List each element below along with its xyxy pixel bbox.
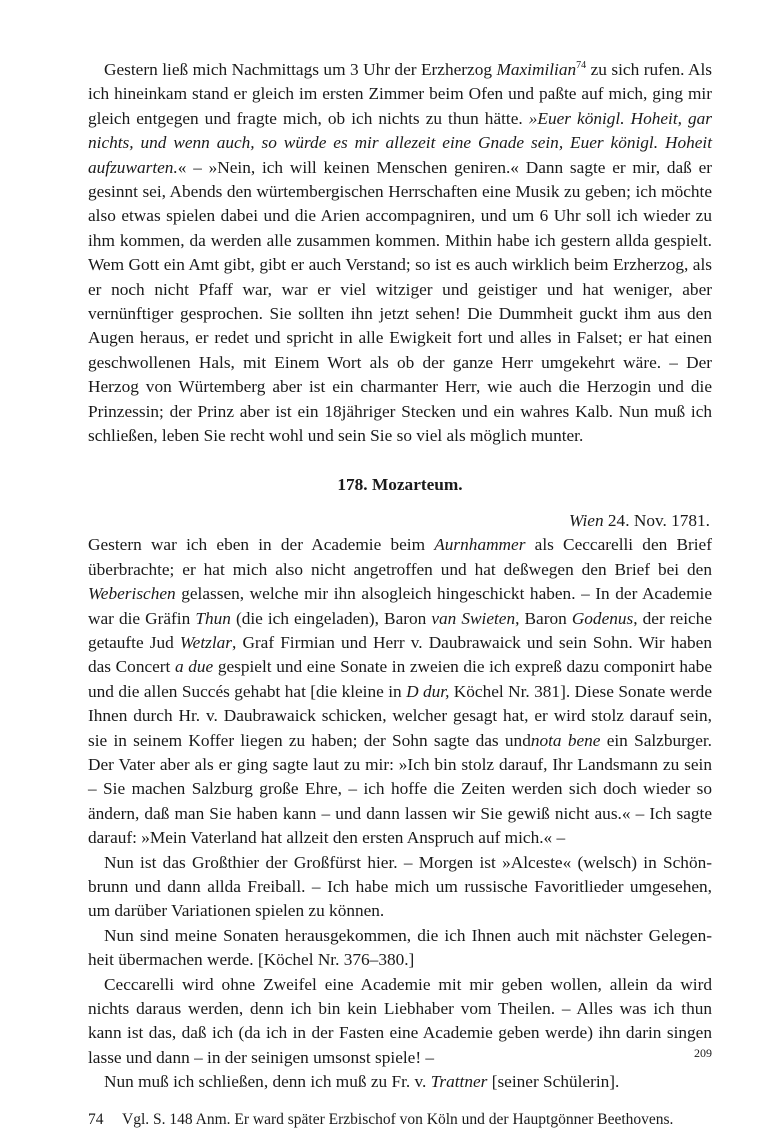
page-number: 209 xyxy=(694,1046,712,1060)
footnote xyxy=(88,1109,712,1131)
text-run: ein Salzburger. Der Vater aber als er ging sagte laut zu mir: »Ich bin stolz darauf, Ihr Landsmann zu sein – Sie machen Salzburg große Ehre, – ich hoffe die Zeiten werden sich doch wieder so ändern, daß man Sie haben kann – und dann lassen wir Sie gewiß nicht aus.« – Ich sagte darauf: »Mein Vaterland hat allzeit den ersten Anspruch auf mich.« – xyxy=(88,730,712,848)
italic-term: nota bene xyxy=(530,730,601,750)
letter-178-paragraph-2: Nun ist das Großthier der Großfürst hier. – Morgen ist »Alceste« (welsch) in Schönbrunn und dann allda Freiball. – Ich habe mich um russische Favoritlieder umgesehen, um darüber Variationen spielen zu können. xyxy=(88,852,712,921)
text-run: , der reiche getaufte Jud xyxy=(88,608,712,652)
footnote-text: Vgl. S. 148 Anm. Er ward später Erzbischof von Köln und der Hauptgönner Beethovens. xyxy=(122,1110,674,1128)
text-run: zu sich rufen. Als ich hineinkam stand er gleich im ersten Zimmer beim Ofen und paßte auf mich, ging mir gleich entgegen und fragte mich, ob ich nichts zu thun hätte. xyxy=(88,60,713,128)
person-name: Trattner xyxy=(430,1072,488,1092)
person-name: Weberischen xyxy=(88,584,176,604)
person-name: van Swieten xyxy=(431,608,516,628)
text-run: [seiner Schülerin]. xyxy=(487,1072,620,1092)
letter-dateline xyxy=(88,509,710,533)
person-name: Thun xyxy=(195,608,231,628)
letter-178-paragraph-4: Ceccarelli wird ohne Zweifel eine Academie mit mir geben wollen, allein da wird nichts daraus werden, denn ich bin kein Liebhaber vom Theilen. – Alles was ich thun kann ist das, daß ich (da ich in der Fasten eine Academie geben werde) ihn darin singen lasse und dann – in der seinigen umsonst spiele! – xyxy=(88,974,712,1067)
footnote-ref[interactable]: 74 xyxy=(576,60,587,72)
person-name: Aurnhammer xyxy=(434,535,526,555)
person-name: Godenus xyxy=(571,608,634,628)
quoted-speech: »Euer königl. Hoheit, gar nichts, und wenn auch, so würde es mir allezeit eine Gnade sein, Euer königl. Hoheit aufzuwarten. xyxy=(88,108,712,177)
letter-178-paragraph-1 xyxy=(88,533,712,850)
text-run: , Baron xyxy=(515,608,572,628)
italic-term: D dur, xyxy=(406,681,450,701)
person-name: Wetzlar xyxy=(179,632,233,652)
dateline-place: Wien xyxy=(569,510,604,530)
text-run: Nun muß ich schließen, denn ich muß zu Fr. v. xyxy=(104,1072,431,1092)
text-run: gespielt und eine Sonate in zweien die ich expreß dazu componirt habe und die allen Succés gehabt hat [die kleine in xyxy=(88,657,712,701)
footnote-number: 74 xyxy=(88,1110,104,1128)
italic-term: a due xyxy=(174,657,214,677)
text-run: Köchel Nr. 381]. Diese Sonate werde Ihnen durch Hr. v. Daubrawaick schicken, welcher gesagt hat, er wird stolz darauf sein, sie in seinem Koffer liegen zu haben; der Sohn sagte das und xyxy=(88,681,712,750)
text-run: als Ceccarelli den Brief überbrachte; er hat mich also nicht angetroffen und hat deßwegen den Brief bei den xyxy=(88,535,712,579)
text-run: gelassen, welche mir ihn alsogleich hingeschickt haben. – In der Academie war die Gräfin xyxy=(88,584,712,628)
letter-178-paragraph-3: Nun sind meine Sonaten herausgekommen, die ich Ihnen auch mit nächster Gelegenheit übermachen werde. [Köchel Nr. 376–380.] xyxy=(88,925,712,970)
dateline-date: 24. Nov. 1781. xyxy=(603,510,710,530)
letter-heading: 178. Mozarteum. xyxy=(337,474,463,494)
person-name: Maximilian xyxy=(496,60,577,79)
page-body xyxy=(88,58,712,1131)
text-run: (die ich eingeladen), Baron xyxy=(230,608,432,628)
text-run: « – »Nein, ich will keinen Menschen geniren.« Dann sagte er mir, daß er gesinnt sei, Abends den würtembergischen Herrschaften eine Musik zu geben; ich möchte also etwas spielen dabei und die Arien accompagniren, und um 6 Uhr soll ich wieder zu ihm kommen, da werden alle zusammen kommen. Mithin habe ich gestern allda gespielt. Wem Gott ein Amt gibt, gibt er auch Verstand; so ist es auch wirklich beim Erzherzog, als er noch nicht Pfaff war, war er viel witziger und geistiger und hat weniger, aber vernünftiger gesprochen. Sie sollten ihn jetzt sehen! Die Dummheit guckt ihm aus den Augen heraus, er redet und spricht in alle Ewigkeit fort und alles in Falset; er hat einen geschwollenen Hals, mit Einem Wort als ob der ganze Herr umgekehrt wäre. – Der Herzog von Würtemberg aber ist ein charmanter Herr, wie auch die Herzogin und die Prinzessin; der Prinz aber ist ein 18jähriger Stecken und ein wahres Kalb. Nun muß ich schließen, leben Sie recht wohl und sein Sie so viel als möglich munter. xyxy=(88,157,712,446)
letter-178-paragraph-5 xyxy=(88,1070,712,1094)
text-run: Gestern war ich eben in der Academie beim xyxy=(88,535,435,555)
letter-177-paragraph xyxy=(88,58,712,449)
text-run: , Graf Firmian und Herr v. Daubrawaick und sein Sohn. Wir haben das Concert xyxy=(88,632,712,677)
text-run: Gestern ließ mich Nachmittags um 3 Uhr der Erzherzog xyxy=(104,60,497,79)
